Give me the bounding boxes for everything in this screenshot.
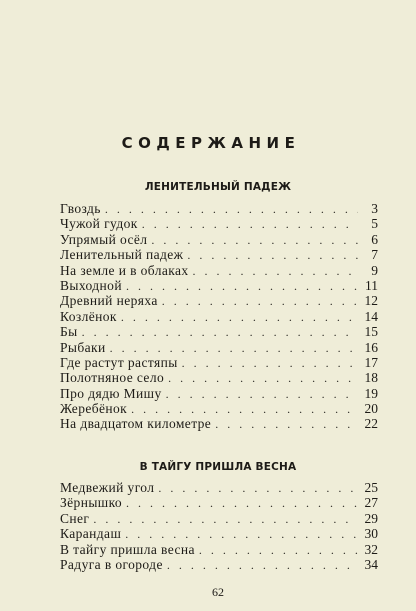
toc-entry-page: 15 — [364, 324, 378, 340]
dot-leader — [82, 325, 358, 340]
dot-leader — [93, 512, 358, 527]
toc-entry-page: 12 — [364, 293, 378, 309]
toc-entry — [60, 495, 378, 510]
toc-entry — [60, 526, 378, 541]
toc-entry-title: В тайгу пришла весна — [60, 541, 195, 557]
dot-leader — [105, 202, 358, 217]
page-number: 62 — [212, 585, 224, 599]
dot-leader — [193, 264, 358, 279]
toc-list-section-2 — [60, 480, 378, 572]
toc-entry-page: 27 — [364, 495, 378, 511]
dot-leader — [199, 543, 358, 558]
toc-entry-title: Полотняное село — [60, 370, 165, 386]
toc-entry — [60, 309, 378, 324]
toc-entry-title: Медвежий угол — [60, 480, 155, 495]
dot-leader — [126, 496, 358, 511]
toc-entry-page: 17 — [364, 354, 378, 370]
dot-leader — [142, 217, 358, 232]
toc-entry-title: Упрямый осёл — [60, 231, 148, 247]
toc-entry-page: 7 — [371, 247, 378, 263]
toc-entry — [60, 278, 378, 293]
dot-leader — [162, 294, 358, 309]
toc-entry-title: Рыбаки — [60, 339, 106, 355]
toc-entry-page: 6 — [371, 231, 378, 247]
section-heading-2: В ТАЙГУ ПРИШЛА ВЕСНА — [139, 461, 297, 473]
toc-entry — [60, 355, 378, 370]
toc-entry-title: Выходной — [60, 277, 122, 293]
toc-entry — [60, 542, 378, 557]
toc-entry — [60, 232, 378, 247]
dot-leader — [110, 341, 358, 356]
toc-entry-title: На земле и в облаках — [60, 262, 189, 278]
toc-entry — [60, 370, 378, 385]
toc-entry-page: 3 — [371, 201, 378, 216]
toc-entry-page: 11 — [365, 277, 378, 293]
toc-entry-title: Зёрнышко — [60, 495, 123, 511]
dot-leader — [182, 356, 358, 371]
toc-entry — [60, 480, 378, 495]
dot-leader — [121, 310, 358, 325]
toc-entry-title: Жеребёнок — [60, 401, 128, 417]
dot-leader — [125, 527, 358, 542]
toc-entry-page: 18 — [364, 370, 378, 386]
toc-entry-title: Гвоздь — [60, 201, 101, 216]
toc-entry-page: 30 — [364, 526, 378, 542]
toc-entry — [60, 201, 378, 216]
toc-entry-page: 29 — [364, 510, 378, 526]
toc-entry-title: Чужой гудок — [60, 216, 138, 232]
dot-leader — [168, 371, 358, 386]
toc-entry-title: Карандаш — [60, 526, 122, 542]
dot-leader — [166, 387, 358, 402]
toc-entry-page: 34 — [364, 556, 378, 572]
toc-entry — [60, 557, 378, 572]
toc-entry-title: Бы — [60, 324, 78, 340]
dot-leader — [215, 417, 358, 432]
toc-entry-page: 5 — [371, 216, 378, 232]
toc-entry-page: 22 — [364, 416, 378, 432]
toc-entry-page: 9 — [371, 262, 378, 278]
dot-leader — [151, 233, 358, 248]
toc-entry — [60, 263, 378, 278]
toc-entry-title: Про дядю Мишу — [60, 385, 162, 401]
section-heading-1: ЛЕНИТЕЛЬНЫЙ ПАДЕЖ — [144, 181, 292, 193]
toc-entry-page: 14 — [364, 308, 378, 324]
toc-entry-title: Древний неряха — [60, 293, 158, 309]
toc-entry — [60, 216, 378, 231]
toc-entry-page: 20 — [364, 401, 378, 417]
toc-entry-title: Радуга в огороде — [60, 556, 163, 572]
toc-entry — [60, 416, 378, 431]
toc-entry — [60, 340, 378, 355]
toc-entry — [60, 401, 378, 416]
dot-leader — [131, 402, 358, 417]
toc-entry — [60, 247, 378, 262]
page-title: СОДЕРЖАНИЕ — [121, 134, 301, 152]
toc-entry-page: 16 — [364, 339, 378, 355]
toc-entry — [60, 293, 378, 308]
toc-entry — [60, 324, 378, 339]
toc-entry-title: Ленительный падеж — [60, 247, 184, 263]
toc-list-section-1 — [60, 201, 378, 432]
toc-entry — [60, 386, 378, 401]
toc-entry-title: Где растут растяпы — [60, 354, 178, 370]
toc-entry — [60, 511, 378, 526]
dot-leader — [158, 481, 358, 496]
dot-leader — [187, 248, 358, 263]
toc-entry-title: Снег — [60, 510, 90, 526]
toc-entry-title: Козлёнок — [60, 308, 117, 324]
toc-entry-page: 32 — [364, 541, 378, 557]
toc-entry-page: 25 — [364, 480, 378, 495]
dot-leader — [126, 279, 358, 294]
dot-leader — [167, 558, 358, 573]
toc-entry-title: На двадцатом километре — [60, 416, 212, 432]
toc-entry-page: 19 — [364, 385, 378, 401]
